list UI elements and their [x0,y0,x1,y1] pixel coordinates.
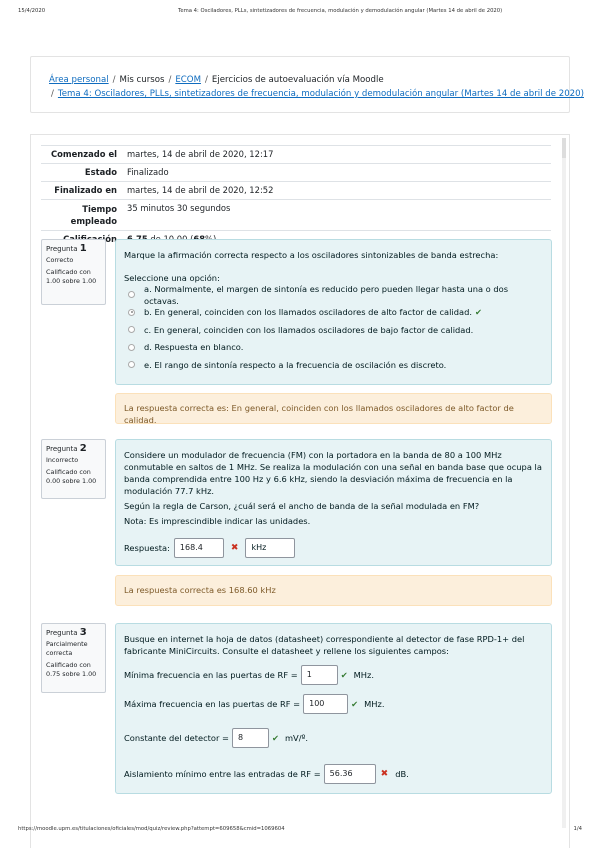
field-unit: MHz. [364,698,385,709]
radio-button[interactable] [128,291,135,298]
answer-option[interactable]: c. En general, coinciden con los llamados osciladores de bajo factor de calidad. [124,321,543,339]
attempt-summary-table [41,145,551,248]
question-2-content [115,439,552,566]
summary-row [41,145,551,163]
field-label: Máxima frecuencia en las puertas de RF = [124,698,301,709]
incorrect-cross-icon: ✖ [380,769,389,779]
breadcrumb-course-link[interactable]: ECOM [175,75,201,85]
summary-value: martes, 14 de abril de 2020, 12:17 [127,149,274,159]
print-footer [18,826,582,836]
breadcrumb-courses: Mis cursos [119,75,165,85]
question-note: Nota: Es imprescindible indicar las unidades. [124,516,311,526]
question-3-info [41,623,106,693]
summary-value: 35 minutos 30 segundos [127,203,231,213]
summary-row [41,163,551,181]
datasheet-field-row [124,756,543,792]
question-state: Correcto [46,256,74,264]
field-label: Mínima frecuencia en las puertas de RF = [124,670,298,680]
breadcrumb-home-link[interactable]: Área personal [49,75,109,85]
summary-row [41,199,551,230]
breadcrumb-line-1: Área personal / Mis cursos / ECOM / Ejercicios de autoevaluación vía Moodle [49,75,384,85]
detector-constant-input[interactable]: 8 [232,728,269,748]
field-unit: mV/º. [284,733,309,743]
breadcrumb-quiz-link[interactable]: Tema 4: Osciladores, PLLs, sintetizadores de frecuencia, modulación y demodulación angular (Martes 14 de abril de 2020) [57,89,584,99]
answer-prompt: Seleccione una opción: [124,273,220,283]
question-grade: Calificado con 1.00 sobre 1.00 [46,268,97,285]
print-page-number: 1/4 [573,826,582,832]
question-state: Parcialmente correcta [46,640,88,657]
question-3-content [115,623,552,794]
incorrect-cross-icon: ✖ [230,543,239,553]
question-2-info [41,439,106,499]
radio-button-selected[interactable] [128,309,135,316]
min-rf-frequency-input[interactable]: 1 [301,665,338,685]
question-number: 3 [79,627,87,638]
scrollbar[interactable] [562,138,566,828]
summary-key: Estado [84,167,117,177]
question-state: Incorrecto [46,456,79,464]
field-unit: MHz. [353,670,375,680]
quiz-review-card [30,134,570,848]
breadcrumb-line-2: / Tema 4: Osciladores, PLLs, sintetizadores de frecuencia, modulación y demodulación angular (Martes 14 de abril de 2020) [51,89,584,99]
question-label: Pregunta [46,245,78,253]
question-grade: Calificado con 0.75 sobre 1.00 [46,661,97,678]
question-text: Busque en internet la hoja de datos (datasheet) correspondiente al detector de fase RPD-1+ del fabricante MiniCircuits. Consulte el datasheet y rellene los siguientes campos: [124,634,525,656]
summary-value: martes, 14 de abril de 2020, 12:52 [127,185,274,195]
question-1-info [41,239,106,305]
summary-key: Tiempo empleado [70,204,117,226]
print-title: Tema 4: Osciladores, PLLs, sintetizadores de frecuencia, modulación y demodulación angular (Martes 14 de abril de 2020) [178,8,503,14]
question-2-feedback: La respuesta correcta es 168.60 kHz [115,575,552,606]
question-label: Pregunta [46,445,78,453]
datasheet-field-row [124,687,543,720]
radio-button[interactable] [128,344,135,351]
rf-isolation-input[interactable]: 56.36 [324,764,376,784]
max-rf-frequency-input[interactable]: 100 [303,694,348,714]
answer-label: Respuesta: [124,543,170,553]
summary-key: Finalizado en [54,185,117,195]
summary-row [41,181,551,199]
breadcrumb [30,56,584,113]
answer-option[interactable]: a. Normalmente, el margen de sintonía es reducido pero pueden llegar hasta una o dos octavas. [124,286,543,304]
question-1-content [115,239,552,385]
print-date: 15/4/2020 [18,8,46,14]
correct-check-icon: ✔ [351,698,359,709]
datasheet-field-row [124,663,543,687]
radio-button[interactable] [128,361,135,368]
field-label: Constante del detector = [124,733,229,743]
correct-check-icon: ✔ [271,733,279,743]
datasheet-field-row [124,720,543,756]
correct-check-icon: ✔ [340,670,348,680]
print-url: https://moodle.upm.es/titulaciones/oficiales/mod/quiz/review.php?attempt=609658&cmid=1069604 [18,826,285,832]
breadcrumb-section: Ejercicios de autoevaluación vía Moodle [211,75,384,85]
question-grade: Calificado con 0.00 sobre 1.00 [46,468,97,485]
field-label: Aislamiento mínimo entre las entradas de RF = [124,769,321,779]
question-1-feedback: La respuesta correcta es: En general, coinciden con los llamados osciladores de alto factor de calidad. [115,393,552,424]
question-label: Pregunta [46,629,78,637]
radio-button[interactable] [128,326,135,333]
answer-option[interactable]: e. El rango de sintonía respecto a la frecuencia de oscilación es discreto. [124,356,543,374]
field-unit: dB. [395,769,409,779]
unit-input[interactable]: kHz [245,538,295,558]
answer-row [124,538,543,558]
question-prompt: Según la regla de Carson, ¿cuál será el ancho de banda de la señal modulada en FM? [124,501,480,511]
summary-key: Comenzado el [50,149,117,159]
answer-option[interactable]: d. Respuesta en blanco. [124,339,543,357]
answer-input[interactable]: 168.4 [174,538,224,558]
question-text: Marque la afirmación correcta respecto a los osciladores sintonizables de banda estrecha: [124,250,499,260]
summary-value: Finalizado [127,167,169,177]
scrollbar-thumb[interactable] [562,138,566,158]
question-text: Considere un modulador de frecuencia (FM) con la portadora en la banda de 80 a 100 MHz conmutable en saltos de 1 MHz. Se realiza la modulación con una señal en banda base que ocupa la banda comprendida entre 100 Hz y 6.6 kHz, siendo la desviación máxima de frecuencia en la modulación 77.7 kHz. [124,450,542,496]
question-number: 2 [79,443,87,454]
answer-option-selected[interactable]: b. En general, coinciden con los llamados osciladores de alto factor de calidad. ✔ [124,304,543,322]
correct-check-icon: ✔ [474,307,482,318]
question-number: 1 [79,243,87,254]
print-header [18,8,582,18]
